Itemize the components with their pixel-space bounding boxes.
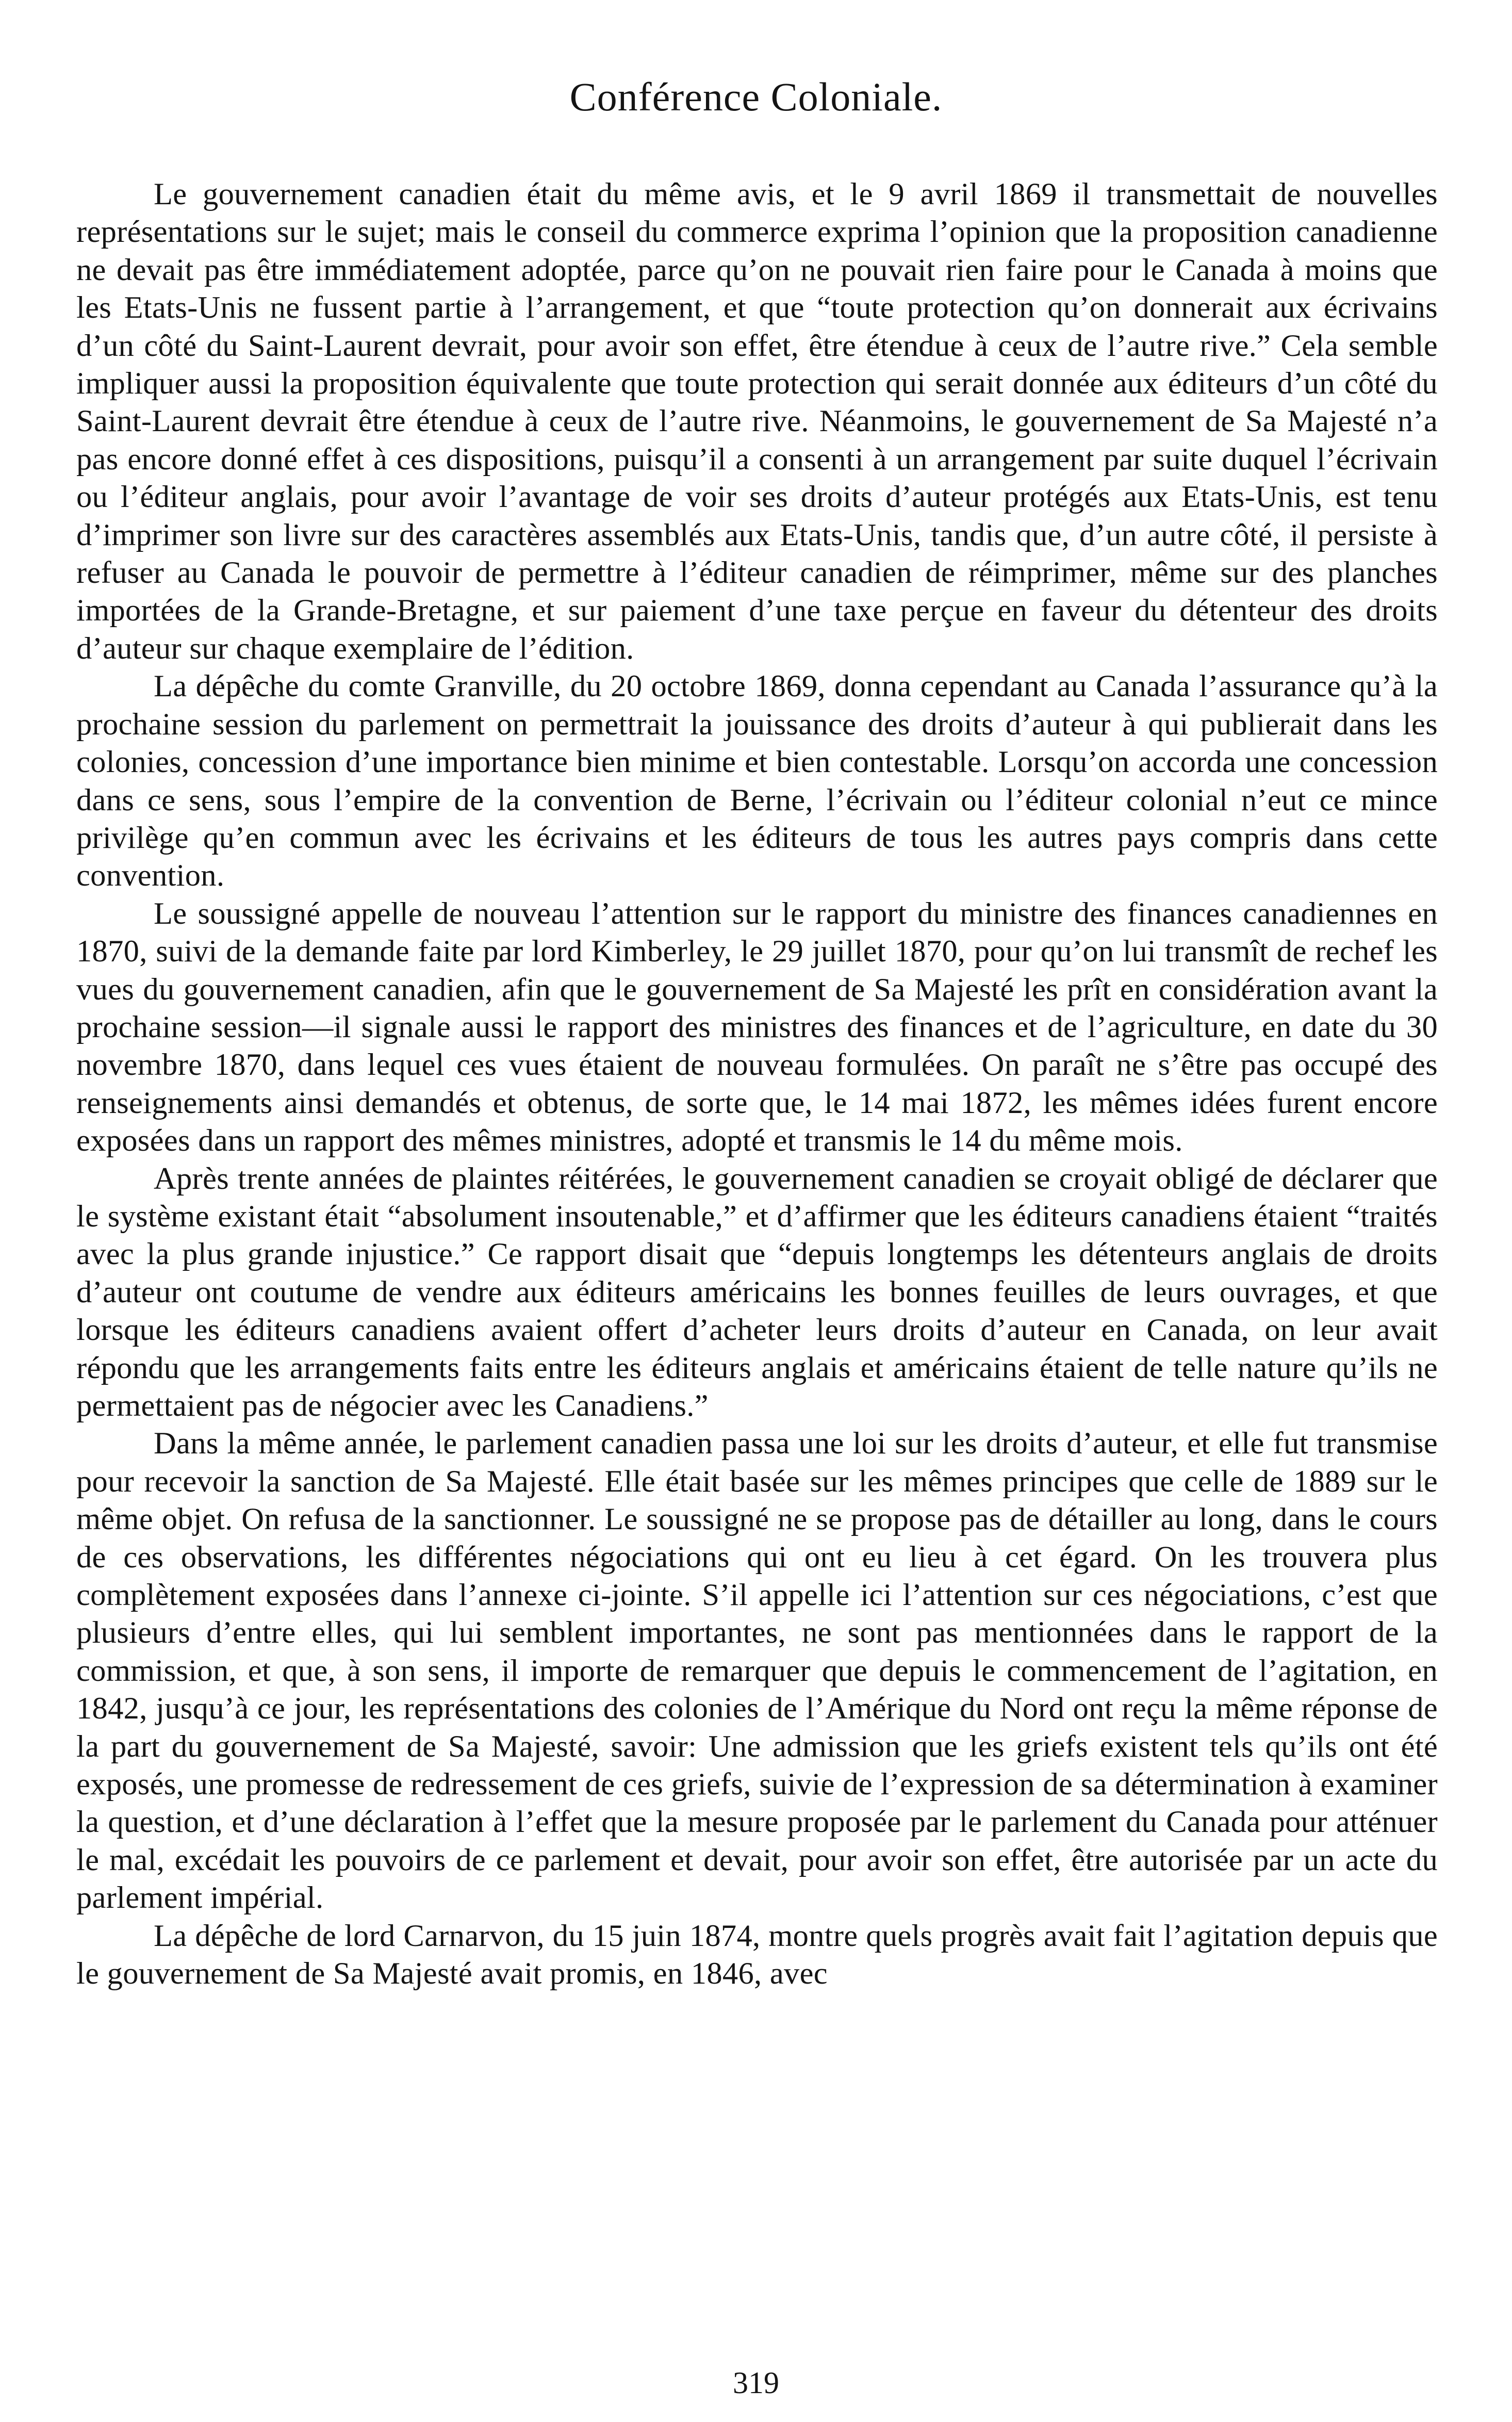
running-header: Conférence Coloniale. — [569, 74, 943, 119]
paragraph: La dépêche de lord Carnarvon, du 15 juin 1874, montre quels progrès avait fait l’agitation depuis que le gouvernement de Sa Majesté avait promis, en 1846, avec — [76, 1918, 1438, 1991]
page-number: 319 — [733, 2366, 779, 2400]
paragraph: La dépêche du comte Granville, du 20 octobre 1869, donna cependant au Canada l’assurance qu’à la prochaine session du parlement on permettrait la jouissance des droits d’auteur à qui publierait dans les colonies, concession d’une importance bien minime et bien contestable. Lorsqu’on accorda une concession dans ce sens, sous l’empire de la convention de Berne, l’écrivain ou l’éditeur colonial n’eut ce mince privilège qu’en commun avec les écrivains et les éditeurs de tous les autres pays compris dans cette convention. — [76, 669, 1438, 893]
paragraph: Après trente années de plaintes réitérées, le gouvernement canadien se croyait obligé de déclarer que le système existant était “absolument insoutenable,” et d’affirmer que les éditeurs canadiens étaient “traités avec la plus grande injustice.” Ce rapport disait que “depuis longtemps les détenteurs anglais de droits d’auteur ont coutume de vendre aux éditeurs américains les bonnes feuilles de leurs ouvrages, et que lorsque les éditeurs canadiens avaient offert d’acheter leurs droits d’auteur en Canada, on leur avait répondu que les arrangements faits entre les éditeurs anglais et américains étaient de telle nature qu’ils ne permettaient pas de négocier avec les Canadiens.” — [76, 1161, 1438, 1423]
paragraph: Le gouvernement canadien était du même avis, et le 9 avril 1869 il transmettait de nouvelles représentations sur le sujet; mais le conseil du commerce exprima l’opinion que la proposition canadienne ne devait pas être immédiatement adoptée, parce qu’on ne pouvait rien faire pour le Canada à moins que les Etats-Unis ne fussent partie à l’arrangement, et que “toute protection qu’on donnerait aux écrivains d’un côté du Saint-Laurent devrait, pour avoir son effet, être étendue à ceux de l’autre rive.” Cela semble impliquer aussi la proposition équivalente que toute protection qui serait donnée aux éditeurs d’un côté du Saint-Laurent devrait être étendue à ceux de l’autre rive. Néanmoins, le gouvernement de Sa Majesté n’a pas encore donné effet à ces dispositions, puisqu’il a consenti à un arrangement par suite duquel l’écrivain ou l’éditeur anglais, pour avoir l’avantage de voir ses droits d’auteur protégés aux Etats-Unis, est tenu d’imprimer son livre sur des caractères assemblés aux Etats-Unis, tandis que, d’un autre côté, il persiste à refuser au Canada le pouvoir de permettre à l’éditeur canadien de réimprimer, même sur des planches importées de la Grande-Bretagne, et sur paiement d’une taxe perçue en faveur du détenteur des droits d’auteur sur chaque exemplaire de l’édition. — [76, 177, 1438, 666]
paragraph: Dans la même année, le parlement canadien passa une loi sur les droits d’auteur, et elle fut transmise pour recevoir la sanction de Sa Majesté. Elle était basée sur les mêmes principes que celle de 1889 sur le même objet. On refusa de la sanctionner. Le soussigné ne se propose pas de détailler au long, dans le cours de ces observations, les différentes négociations qui ont eu lieu à cet égard. On les trouvera plus complètement exposées dans l’annexe ci-jointe. S’il appelle ici l’attention sur ces négociations, c’est que plusieurs d’entre elles, qui lui semblent importantes, ne sont pas mentionnées dans le rapport de la commission, et que, à son sens, il importe de remarquer que depuis le commencement de l’agitation, en 1842, jusqu’à ce jour, les représentations des colonies de l’Amérique du Nord ont reçu la même réponse de la part du gouvernement de Sa Majesté, savoir: Une admission que les griefs existent tels qu’ils ont été exposés, une promesse de redressement de ces griefs, suivie de l’expression de sa détermination à examiner la question, et d’une déclaration à l’effet que la mesure proposée par le parlement du Canada pour atténuer le mal, excédait les pouvoirs de ce parlement et devait, pour avoir son effet, être autorisée par un acte du parlement impérial. — [76, 1426, 1438, 1916]
paragraph: Le soussigné appelle de nouveau l’attention sur le rapport du ministre des finances canadiennes en 1870, suivi de la demande faite par lord Kimberley, le 29 juillet 1870, pour qu’on lui transmît de rechef les vues du gouvernement canadien, afin que le gouvernement de Sa Majesté les prît en considération avant la prochaine session—il signale aussi le rapport des ministres des finances et de l’agriculture, en date du 30 novembre 1870, dans lequel ces vues étaient de nouveau formulées. On paraît ne s’être pas occupé des renseignements ainsi demandés et obtenus, de sorte que, le 14 mai 1872, les mêmes idées furent encore exposées dans un rapport des mêmes ministres, adopté et transmis le 14 du même mois. — [76, 896, 1438, 1158]
body-text — [76, 175, 1438, 1993]
